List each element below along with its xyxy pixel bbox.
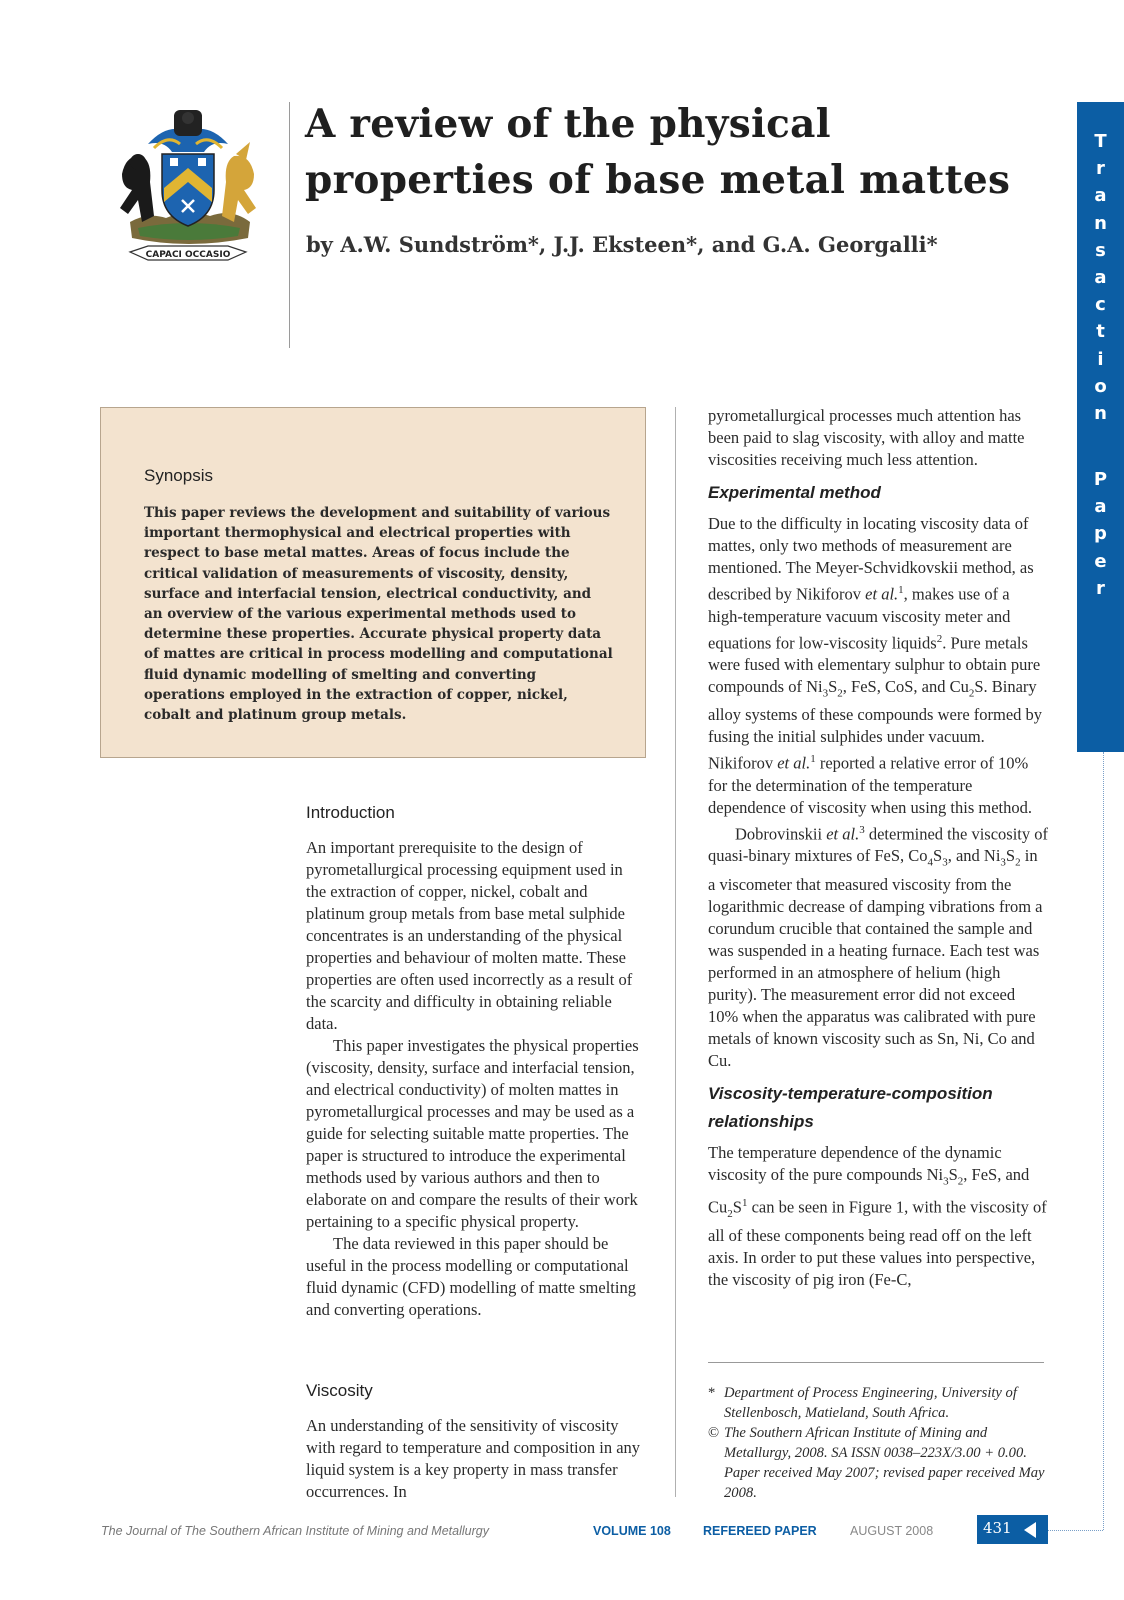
experimental-method-heading: Experimental method [708,483,881,502]
side-tab-dotted-line [1103,752,1104,1530]
side-tab-dotted-connector [1048,1530,1103,1531]
right-column [708,405,1048,1291]
viscosity-paragraph: An understanding of the sensitivity of viscosity with regard to temperature and composition in any liquid system is a key property in mass transfer occurrences. In [306,1416,641,1501]
introduction-paragraph: The data reviewed in this paper should be useful in the process modelling or computational fluid dynamic (CFD) modelling of matte smelting and converting operations. [306,1234,636,1319]
footer-paper-type: REFEREED PAPER [703,1524,817,1538]
vtc-paragraph: The temperature dependence of the dynamic viscosity of the pure compounds $Ni_3S_2$, FeS, and $Cu_2S^1$ can be seen in Figure 1, with the viscosity of all of these components being read off on the left axis. In order to put these values into perspective, the viscosity of pig iron (Fe-C, [708,1142,1047,1289]
article-title: A review of the physical properties of base metal mattes [305,101,1011,203]
side-tab-letter: a [1094,185,1107,207]
article-authors: by A.W. Sundström*, J.J. Eksteen*, and G.A. Georgalli* [306,232,938,257]
synopsis-text: This paper reviews the development and suitability of various important thermophysical and electrical properties with respect to base metal mattes. Areas of focus include the critical validation of measurements of viscosity, density, surface and interfacial tension, electrical conductivity, and an overview of the various experimental methods used to determine these properties. Accurate physical property data of mattes are critical in process modelling and computational fluid dynamic modelling of smelting and converting operations employed in the extraction of copper, nickel, cobalt and platinum group metals. [144,505,613,724]
side-tab-letter: t [1096,321,1105,343]
introduction-paragraph: An important prerequisite to the design of pyrometallurgical processing equipment used in the extraction of copper, nickel, cobalt and platinum group metals from base metal sulphide concentrates is an understanding of the physical properties and behaviour of molten matte. These properties are often used incorrectly as a result of the scarcity and difficulty in obtaining reliable data. [306,838,633,1033]
side-tab-letter: r [1096,158,1105,180]
header-divider [289,102,290,348]
introduction-section [306,802,642,1321]
footnote-affiliation: * Department of Process Engineering, University of Stellenbosch, Matieland, South Africa. [708,1385,1017,1421]
side-tab-gap [1077,427,1124,466]
page-number-box [977,1515,1048,1544]
side-tab-letter: p [1094,523,1107,545]
left-arrow-icon [1024,1522,1036,1538]
viscosity-temperature-heading: Viscosity-temperature-composition relationships [708,1083,993,1131]
footer-volume: VOLUME 108 [593,1524,671,1538]
side-tab-letter: a [1094,496,1107,518]
side-tab-letter: n [1094,402,1107,424]
page-number: 431 [983,1519,1012,1537]
experimental-paragraph: Dobrovinskii et al.$^3$ determined the viscosity of quasi-binary mixtures of FeS, $Co_4S_3$, and $Ni_3S_2$ in a viscometer that measured viscosity from the logarithmic decrease of damping vibrations from a corundum crucible that contained the sample and was suspended in a heating furnace. Each test was performed in an atmosphere of helium (high purity). The measurement error did not exceed 10% when the apparatus was calibrated with pure metals of known viscosity such as Sn, Ni, Co and Cu. [708,823,1049,1070]
viscosity-heading: Viscosity [306,1381,373,1400]
side-tab-letter: e [1094,550,1107,572]
viscosity-section [306,1380,642,1503]
side-tab-label [1077,128,1124,602]
side-tab-letter: n [1094,212,1107,234]
experimental-paragraph: Due to the difficulty in locating viscosity data of mattes, only two methods of measurement are mentioned. The Meyer-Schvidkovskii method, as described by Nikiforov et al.$^1$, makes use of a high-temperature vacuum viscosity meter and equations for low-viscosity liquids$^2$. Pure metals were fused with elementary sulphur to obtain pure compounds of $Ni_3S_2$, FeS, CoS, and $Cu_2S$. Binary alloy systems of these compounds were formed by fusing the initial sulphides under vacuum. Nikiforov et al.$^1$ reported a relative error of 10% for the determination of the temperature dependence of viscosity when using this method. [708,514,1043,817]
institute-crest-logo [108,104,268,274]
side-tab-letter: i [1097,348,1104,370]
footer-journal-name: The Journal of The Southern African Institute of Mining and Metallurgy [101,1524,489,1538]
footnote-divider [708,1362,1044,1363]
introduction-heading: Introduction [306,803,395,822]
column-divider [675,407,676,1497]
footer-date: AUGUST 2008 [850,1524,934,1538]
synopsis-heading: Synopsis [144,466,213,485]
side-tab-letter: s [1095,239,1106,261]
side-tab-letter: r [1096,577,1105,599]
transaction-paper-tab [1077,102,1124,752]
footnote-copyright: © The Southern African Institute of Mining and Metallurgy, 2008. SA ISSN 0038–223X/3.00 + 0.00. Paper received May 2007; revised paper received May 2008. [708,1425,1045,1501]
introduction-paragraph: This paper investigates the physical properties (viscosity, density, surface and interfacial tension, and electrical conductivity) of molten mattes in pyrometallurgical processes and may be used as a guide for selecting suitable matte properties. The paper is structured to introduce the experimental methods used by various authors and then to elaborate on and compare the results of their work pertaining to a specific physical property. [306,1036,639,1231]
side-tab-letter: o [1094,375,1107,397]
side-tab-letter: T [1094,131,1107,152]
side-tab-letter: a [1094,266,1107,288]
side-tab-letter: P [1093,469,1108,491]
side-tab-letter: c [1095,294,1106,316]
footnotes [708,1383,1048,1503]
crest-motto: CAPACI OCCASIO [145,250,231,260]
continuation-paragraph: pyrometallurgical processes much attention has been paid to slag viscosity, with alloy and matte viscosities receiving much less attention. [708,406,1025,469]
